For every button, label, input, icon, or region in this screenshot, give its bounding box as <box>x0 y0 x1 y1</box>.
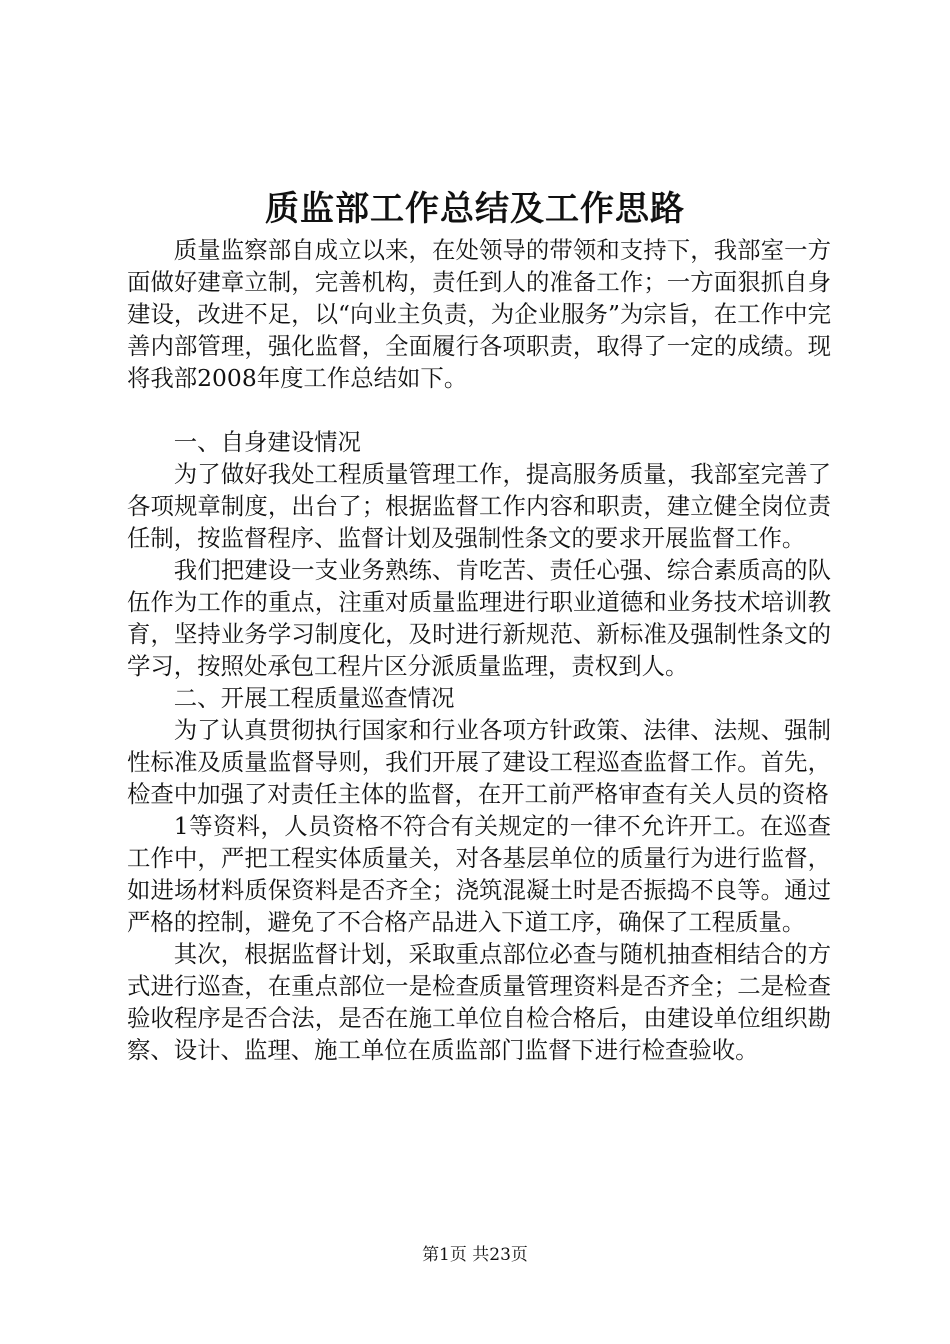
section-heading-quality-inspection: 二、开展工程质量巡查情况 <box>173 684 455 712</box>
section-heading-self-construction: 一、自身建设情况 <box>173 428 361 456</box>
intro-paragraph: 质量监察部自成立以来，在处领导的带领和支持下，我部室一方面做好建章立制，完善机构，责任到人的准备工作；一方面狠抓自身建设，改进不足，以“向业主负责，为企业服务”为宗旨，在工作中完善内部管理，强化监督，全面履行各项职责，取得了一定的成绩。现将我部2008年度工作总结如下。 <box>127 236 831 392</box>
page-number-footer: 第1页 共23页 <box>422 1245 528 1265</box>
body-paragraph: 为了做好我处工程质量管理工作，提高服务质量，我部室完善了各项规章制度，出台了；根据监督工作内容和职责，建立健全岗位责任制，按监督程序、监督计划及强制性条文的要求开展监督工作。 <box>127 460 831 552</box>
body-paragraph: 为了认真贯彻执行国家和行业各项方针政策、法律、法规、强制性标准及质量监督导则，我们开展了建设工程巡查监督工作。首先，检查中加强了对责任主体的监督，在开工前严格审查有关人员的资格 <box>127 716 831 808</box>
body-paragraph: 1等资料，人员资格不符合有关规定的一律不允许开工。在巡查工作中，严把工程实体质量关，对各基层单位的质量行为进行监督，如进场材料质保资料是否齐全；浇筑混凝土时是否振捣不良等。通过严格的控制，避免了不合格产品进入下道工序，确保了工程质量。 <box>127 812 831 936</box>
body-paragraph: 我们把建设一支业务熟练、肯吃苦、责任心强、综合素质高的队伍作为工作的重点，注重对质量监理进行职业道德和业务技术培训教育，坚持业务学习制度化，及时进行新规范、新标准及强制性条文的学习，按照处承包工程片区分派质量监理，责权到人。 <box>127 556 831 680</box>
document-title: 质监部工作总结及工作思路 <box>265 189 685 229</box>
body-paragraph: 其次，根据监督计划，采取重点部位必查与随机抽查相结合的方式进行巡查，在重点部位一是检查质量管理资料是否齐全；二是检查验收程序是否合法，是否在施工单位自检合格后，由建设单位组织勘察、设计、监理、施工单位在质监部门监督下进行检查验收。 <box>127 940 831 1064</box>
document-body <box>127 234 831 1066</box>
